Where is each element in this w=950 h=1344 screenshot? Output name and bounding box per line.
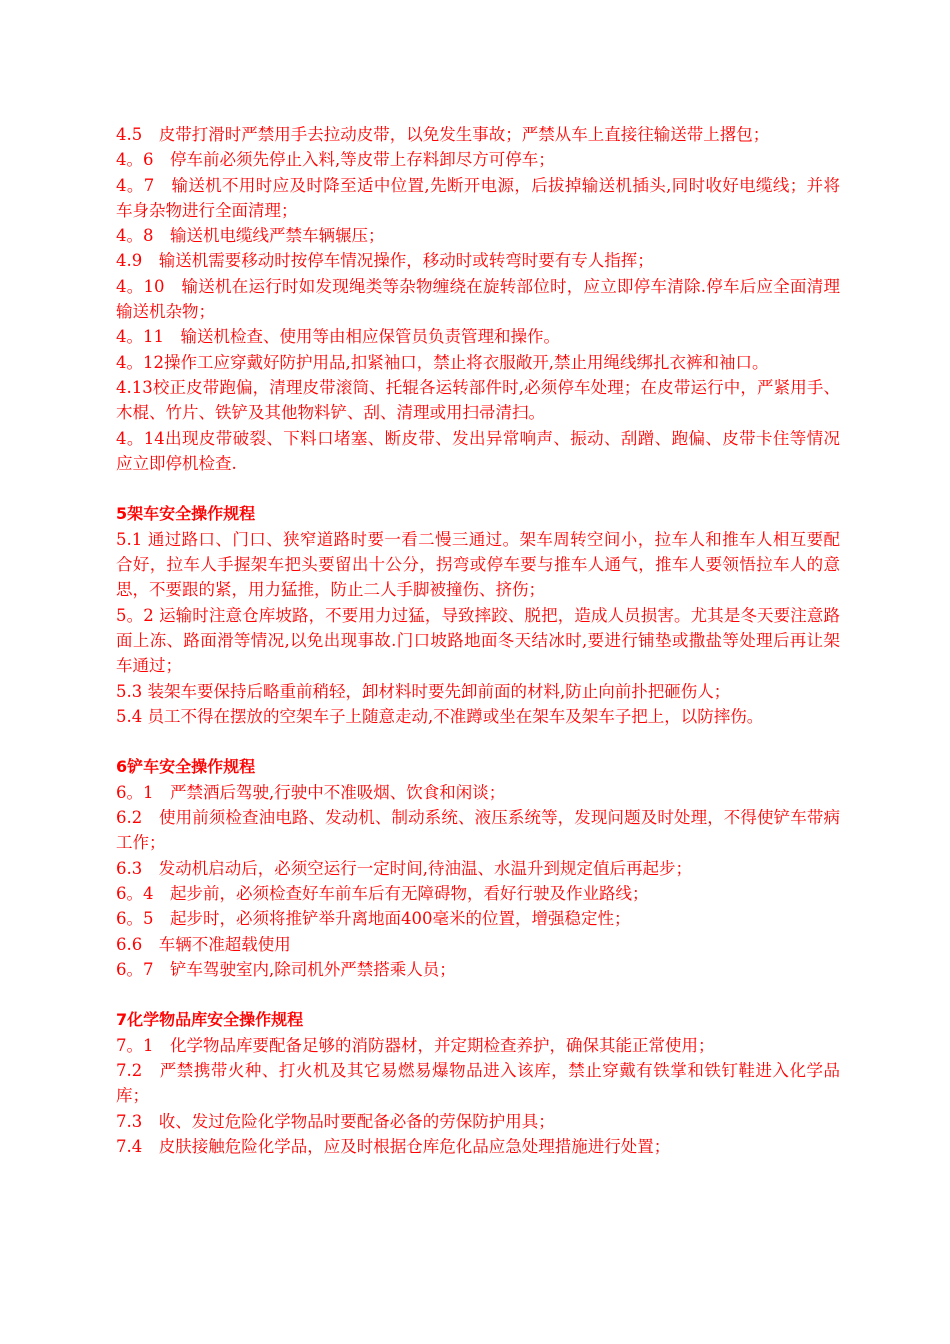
clause-4-12: 4。12操作工应穿戴好防护用品,扣紧袖口，禁止将衣服敞开,禁止用绳线绑扎衣裤和袖口。: [116, 352, 769, 372]
clause-5-4: 5.4 员工不得在摆放的空架车子上随意走动,不准蹲或坐在架车及架车子把上，以防摔伤。: [116, 706, 764, 726]
clause-4-10: 4。10 输送机在运行时如发现绳类等杂物缠绕在旋转部位时，应立即停车清除.停车后应全面清理输送机杂物；: [116, 276, 840, 322]
document-page: [116, 122, 840, 1159]
section-4-body: [116, 122, 840, 476]
clause-4-5: 4.5 皮带打滑时严禁用手去拉动皮带，以免发生事故；严禁从车上直接往输送带上撂包；: [116, 125, 770, 144]
clause-7-2: 7.2 严禁携带火种、打火机及其它易燃易爆物品进入该库，禁止穿戴有铁掌和铁钉鞋进入化学品库；: [116, 1060, 840, 1106]
section-5-heading: 5架车安全操作规程: [116, 504, 256, 524]
clause-7-1: 7。1 化学物品库要配备足够的消防器材，并定期检查养护，确保其能正常使用；: [116, 1035, 715, 1055]
clause-6-5: 6。5 起步时，必须将推铲举升离地面400毫米的位置，增强稳定性；: [116, 909, 631, 929]
clause-6-4: 6。4 起步前，必须检查好车前车后有无障碍物，看好行驶及作业路线；: [116, 883, 649, 903]
section-5: [116, 501, 840, 729]
clause-4-11: 4。11 输送机检查、使用等由相应保管员负责管理和操作。: [116, 327, 560, 347]
clause-4-6: 4。6 停车前必须先停止入料,等皮带上存料卸尽方可停车；: [116, 150, 555, 170]
clause-4-9: 4.9 输送机需要移动时按停车情况操作，移动时或转弯时要有专人指挥；: [116, 251, 654, 271]
clause-6-1: 6。1 严禁酒后驾驶,行驶中不准吸烟、饮食和闲谈；: [116, 782, 506, 802]
clause-4-8: 4。8 输送机电缆线严禁车辆辗压；: [116, 226, 385, 246]
clause-4-14: 4。14出现皮带破裂、下料口堵塞、断皮带、发出异常响声、振动、刮蹭、跑偏、皮带卡住等情况应立即停机检查.: [116, 428, 840, 473]
clause-6-2: 6.2 使用前须检查油电路、发动机、制动系统、液压系统等，发现问题及时处理，不得使铲车带病工作；: [116, 808, 840, 853]
clause-4-7: 4。7 输送机不用时应及时降至适中位置,先断开电源，后拔掉输送机插头,同时收好电缆线；并将车身杂物进行全面清理；: [116, 175, 840, 220]
clause-6-6: 6.6 车辆不准超载使用: [116, 934, 291, 954]
section-spacer: [116, 982, 840, 1007]
clause-5-1: 5.1 通过路口、门口、狭窄道路时要一看二慢三通过。架车周转空间小，拉车人和推车人相互要配合好，拉车人手握架车把头要留出十公分，拐弯或停车要与推车人通气，推车人要领悟拉车人的意思，不要跟的紧，用力猛推，防止二人手脚被撞伤、挤伤；: [116, 529, 840, 600]
section-7-heading: 7化学物品库安全操作规程: [116, 1010, 304, 1030]
clause-4-13: 4.13校正皮带跑偏，清理皮带滚筒、托辊各运转部件时,必须停车处理；在皮带运行中，严紧用手、木棍、竹片、铁铲及其他物料铲、刮、清理或用扫帚清扫。: [116, 377, 840, 423]
clause-6-3: 6.3 发动机启动后，必须空运行一定时间,待油温、水温升到规定值后再起步；: [116, 858, 692, 878]
clause-6-7: 6。7 铲车驾驶室内,除司机外严禁搭乘人员；: [116, 959, 456, 979]
section-7: [116, 1007, 840, 1159]
section-6: [116, 754, 840, 982]
clause-5-2: 5。2 运输时注意仓库坡路，不要用力过猛，导致摔跤、脱把，造成人员损害。尤其是冬天要注意路面上冻、路面滑等情况,以免出现事故.门口坡路地面冬天结冰时,要进行铺垫或撒盐等处理后再让架车通过；: [116, 605, 840, 676]
clause-5-3: 5.3 装架车要保持后略重前稍轻，卸材料时要先卸前面的材料,防止向前扑把砸伤人；: [116, 681, 731, 701]
section-6-heading: 6铲车安全操作规程: [116, 757, 256, 777]
section-spacer: [116, 729, 840, 754]
section-spacer: [116, 476, 840, 501]
clause-7-3: 7.3 收、发过危险化学物品时要配备必备的劳保防护用具；: [116, 1111, 555, 1131]
clause-7-4: 7.4 皮肤接触危险化学品，应及时根据仓库危化品应急处理措施进行处置；: [116, 1136, 671, 1156]
